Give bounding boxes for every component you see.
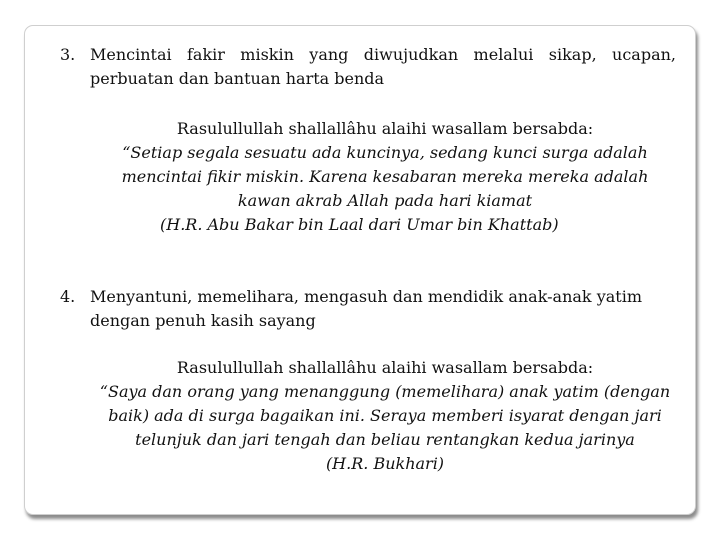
list-number: 3. [60, 45, 76, 64]
text-line: perbuatan dan bantuan harta benda [90, 69, 385, 88]
list-item-text [66, 285, 676, 333]
quote-line: “Setiap segala sesuatu ada kuncinya, sedang kunci surga adalah [122, 143, 648, 162]
text-line: Mencintai fakir miskin yang diwujudkan melalui sikap, ucapan, [90, 45, 676, 64]
text-line: Menyantuni, memelihara, mengasuh dan mendidik anak-anak yatim [90, 287, 642, 306]
quote-source: (H.R. Bukhari) [325, 454, 445, 473]
hadith-quote-2 [80, 356, 690, 476]
quote-intro: Rasulullullah shallallâhu alaihi wasallam bersabda: [176, 119, 594, 138]
quote-source: (H.R. Abu Bakar bin Laal dari Umar bin Khattab) [160, 215, 559, 234]
hadith-quote-1 [80, 117, 690, 237]
text-line: dengan penuh kasih sayang [90, 311, 316, 330]
quote-line: “Saya dan orang yang menanggung (memelihara) anak yatim (dengan [99, 382, 671, 401]
quote-intro: Rasulullullah shallallâhu alaihi wasallam bersabda: [176, 358, 594, 377]
quote-line: baik) ada di surga bagaikan ini. Seraya memberi isyarat dengan jari [108, 406, 662, 425]
list-number: 4. [60, 287, 76, 306]
quote-line: mencintai fikir miskin. Karena kesabaran mereka mereka adalah [121, 167, 649, 186]
list-item-3 [60, 43, 676, 91]
list-item-4 [60, 285, 676, 333]
quote-line: kawan akrab Allah pada hari kiamat [237, 191, 533, 210]
list-item-text [66, 43, 676, 91]
quote-line: telunjuk dan jari tengah dan beliau rentangkan kedua jarinya [135, 430, 635, 449]
